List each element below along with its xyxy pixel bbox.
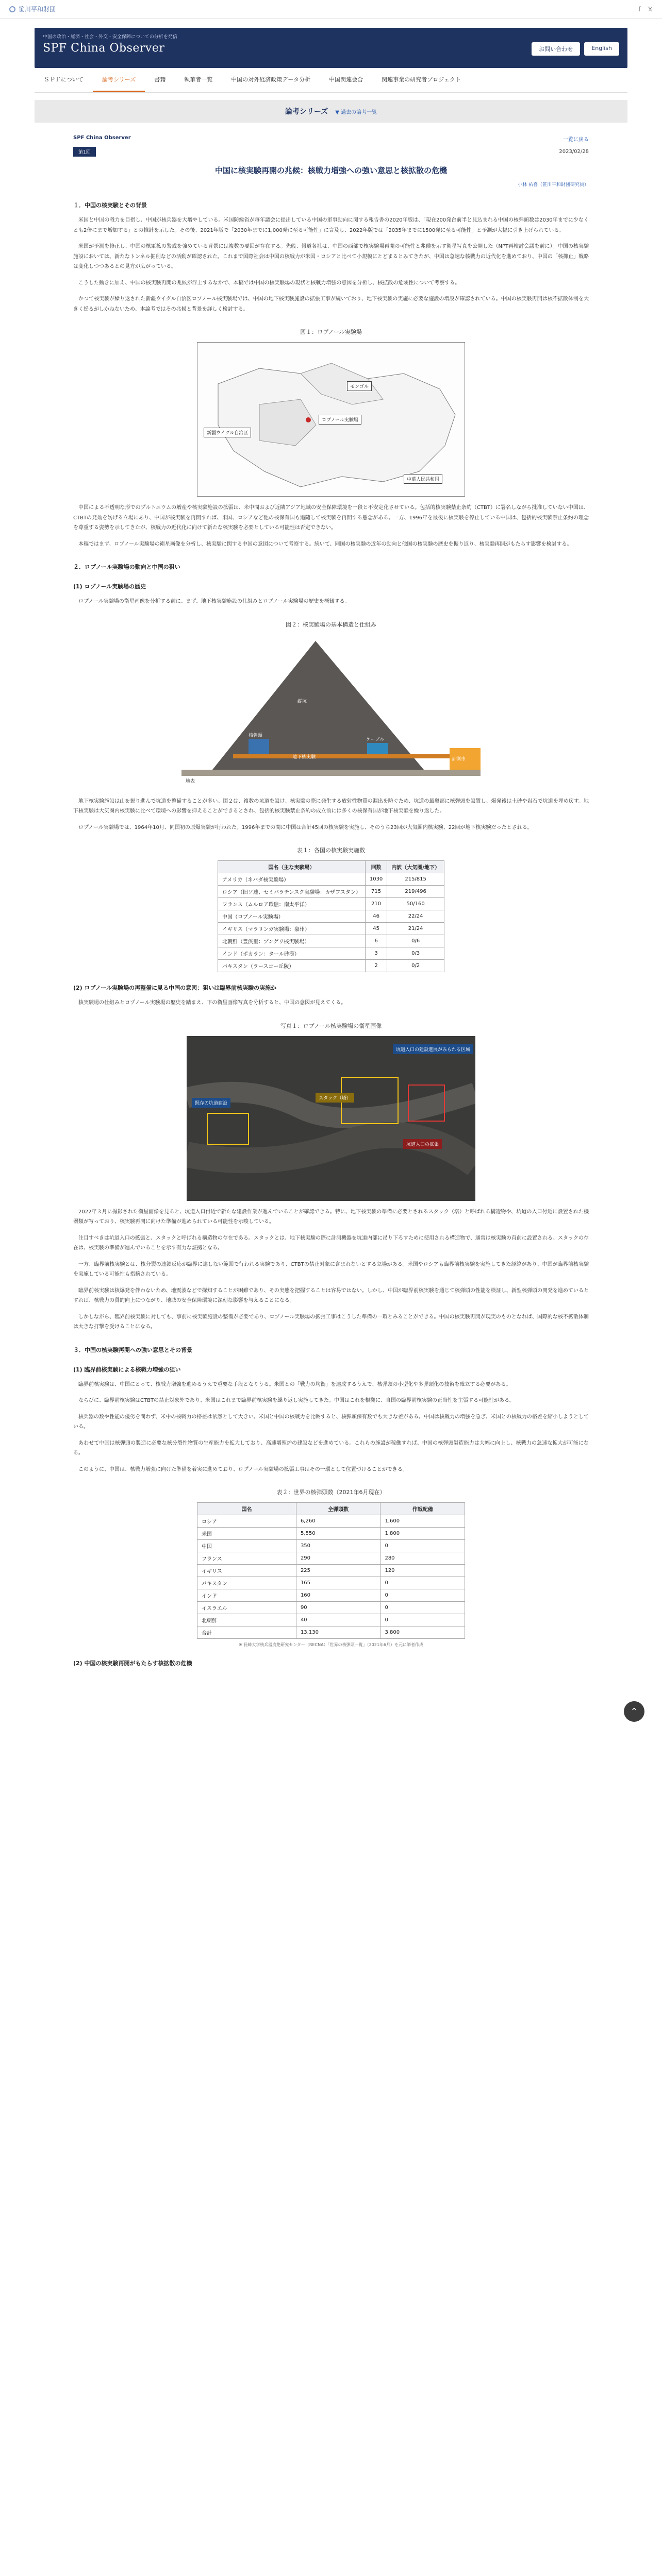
chevron-up-icon: ⌃ [630,1706,638,1717]
paragraph: かつて核実験が繰り返された新疆ウイグル自治区ロプノール核実験場では、中国の地下核実験施設の拡張工事が続いており、地下核実験の実施に必要な施設の増設が確認されている。中国の核実験再開は核不拡散体制を大きく揺るがしかねないため、本論考ではその兆候と背景を詳しく検討する。 [73,296,589,312]
table-row [197,1552,465,1565]
table-cell: 13,130 [296,1626,380,1639]
table-cell: 21/24 [387,923,444,935]
table-row [218,910,444,923]
paragraph: 地下核実験施設は山を掘り進んで坑道を整備することが多い。図２は、複数の坑道を設け、核実験の際に発生する放射性物質の漏出を防ぐため、坑道の最奥部に核弾頭を設置し、爆発後は土砂や岩石で坑道を埋め戻す。地下核実験は大気圏内核実験に比べて環境への影響を抑えることができるとされ、包括的核実験禁止条約の成立前には多くの核保有国が地下核実験を繰り返した。 [73,798,589,814]
table-cell: 中国（ロプノール実験場） [218,910,366,923]
nav-item-meetings[interactable]: 中国関連会合 [329,76,363,83]
table-cell: 米国 [197,1528,296,1540]
paragraph: 臨界前核実験は、中国にとって、核戦力増強を進めるうえで重要な手段となりうる。米国との「戦力の均衡」を達成するうえで、核弾頭の小型化や多弾頭化の技術を確立する必要がある。 [78,1381,511,1387]
logo-mark-icon [9,6,15,12]
paragraph: 米国と中国の戦力を目指し、中国が核兵器を大増やしている。米国防総省が毎年議会に提出している中国の軍事動向に関する報告書の2020年版は、「現在200発台前半と見込まれる中国の核弾頭数は2030年までに少なくとも2倍にまで増加する」との推計を示した。その後、2021年版で「2030年までに1,000発に至る可能性」に言及し、2022年版では「2035年までに1500発に至る可能性」と予測が大幅に引き上げられている。 [73,217,589,233]
paragraph: 臨界前核実験は核爆発を伴わないため、地震波などで探知することが困難であり、その実態を把握することは容易ではない。しかし、中国が臨界前核実験を通じて核弾頭の性能を検証し、新型核弾頭の開発を進めているとすれば、核戦力の質的向上につながり、地域の安全保障環境に深刻な影響を与えることになる。 [73,1287,589,1303]
table-cell: 1030 [365,873,387,886]
diagram-label-cable: ケーブル [366,737,385,742]
section-heading: １．中国の核実験とその背景 [73,202,147,209]
table-cell: 160 [296,1589,380,1602]
table-cell: 0/2 [387,960,444,972]
photo-label-c: 既存の坑道建設 [192,1098,230,1108]
table-cell: 50/160 [387,898,444,910]
table-cell: 6,260 [296,1515,380,1528]
article [73,147,589,1667]
diagram-label-shaft: 縦坑 [297,699,307,704]
table-row [218,960,444,972]
table-cell: フランス [197,1552,296,1565]
article-title: 中国に核実験再開の兆候：核戦力増強への強い意思と核拡散の危機 [214,166,447,175]
logo-text: 笹川平和財団 [19,6,56,13]
subsection-heading: (2) ロプノール実験場の再整備に見る中国の意図：狙いは臨界前核実験の実施か [73,985,277,991]
table-cell: 215/815 [387,873,444,886]
nav-item-about[interactable]: ＳＰＦについて [44,76,84,83]
figure-caption: 図２：核実験場の基本構造と仕組み [286,621,376,628]
paragraph: このように、中国は、核戦力増強に向けた準備を着実に進めており、ロプノール実験場の拡張工事はその一環として位置づけることができる。 [78,1466,408,1472]
table-header: 内訳（大気圏/地下） [387,861,444,873]
global-nav [35,68,627,93]
table-cell: フランス（ムルロア環礁：南太平洋） [218,898,366,910]
map-label-mongolia: モンゴル [347,381,372,391]
paragraph: 注目すべきは坑道入口の拡張と、スタックと呼ばれる構造物の存在である。スタックとは、地下核実験の際に計測機器を坑道内部に吊り下ろすために使用される構造物で、通常は核実験の直前に設置される。スタックの存在は、核実験の準備が進んでいることを示す有力な証拠となる。 [73,1235,589,1251]
table-row [197,1602,465,1614]
paragraph: 2022年３月に撮影された衛星画像を見ると、坑道入口付近で新たな建設作業が進んでいることが確認できる。特に、地下核実験の準備に必要とされるスタック（塔）と呼ばれる構造物や、坑道の入口付近に設置された機器類が写っており、核実験再開に向けた準備が進められている可能性を示唆している。 [73,1209,589,1225]
table-note: ※ 長崎大学核兵器廃絶研究センター（RECNA）「世界の核弾頭一覧」（2021年6月）を元に筆者作成 [238,1642,424,1647]
table-cell: 0 [380,1577,465,1589]
nav-item-series[interactable]: 論考シリーズ [93,68,145,92]
table-cell: インド（ポカラン：タール砂漠） [218,947,366,960]
photo-label-a: 坑道入口の建設進展がみられる区域 [393,1044,473,1054]
table-row [218,886,444,898]
nav-item-books[interactable]: 書籍 [154,76,166,83]
table-row [197,1577,465,1589]
section-heading: ３．中国の核実験再開への強い意思とその背景 [73,1346,192,1353]
table-cell: 北朝鮮（豊渓里：プンゲリ核実験場） [218,935,366,947]
table-cell: イギリス [197,1565,296,1577]
table-cell: 120 [380,1565,465,1577]
test-site-diagram [181,636,481,790]
table-cell: ロシア [197,1515,296,1528]
map-label-china: 中華人民共和国 [404,474,442,484]
lopnur-marker-icon [306,417,311,422]
subsection-heading: (1) ロプノール実験場の歴史 [73,583,146,590]
table-cell: 1,600 [380,1515,465,1528]
table-cell: イスラエル [197,1602,296,1614]
article-date: 2023/02/28 [559,149,589,155]
table-header: 回数 [365,861,387,873]
article-author[interactable]: 小林 祐喜（笹川平和財団研究員） [518,182,589,188]
table-cell: 22/24 [387,910,444,923]
paragraph: ロプノール実験場では、1964年10月、同国初の原爆実験が行われた。1996年までの間に中国は合計45回の核実験を実施し、そのうち23回が大気圏内核実験、22回が地下核実験だったとされる。 [78,824,533,831]
table-cell: 中国 [197,1540,296,1552]
site-logo[interactable] [9,5,56,13]
table-cell: 350 [296,1540,380,1552]
table-row [197,1515,465,1528]
diagram-label-surface: 地表 [186,778,195,784]
table-cell: 0 [380,1540,465,1552]
ground-band [181,770,481,776]
paragraph: 核実験場の仕組みとロプノール実験場の歴史を踏まえ、下の衛星画像写真を分析すると、中国の意図が見えてくる。 [78,1000,346,1006]
section-heading: ２．ロプノール実験場の動向と中国の狙い [73,564,180,570]
lopnur-map [197,342,465,497]
top-bar [0,0,662,19]
paragraph: ロプノール実験場の衛星画像を分析する前に、まず、地下核実験施設の仕組みとロプノール実験場の歴史を概観する。 [78,599,350,604]
cable-box [367,743,388,754]
table-header: 国名 [197,1503,296,1515]
table-row [197,1540,465,1552]
table-row [197,1626,465,1639]
site-tagline: 中国の政治・経済・社会・外交・安全保障についての分析を発信 [43,35,177,40]
diagram-label-device: 核弾頭 [249,733,263,738]
table-row [197,1589,465,1602]
paragraph: 米国が予測を修正し、中国の核軍拡の警戒を強めている背景には複数の要因が存在する。先般、報道各社は、中国の西部で核実験場再開の可能性と兆候を示す衛星写真を公開した（NPT再検討会議を前に）。中国の核実験施設においては、新たなトンネル掘削などの活動が確認された。これまで国際社会は中国の核戦力が米国・ロシアと比べて小規模にとどまるとみてきたが、中国は急速な核戦力の近代化を進めており、中国の「核抑止」戦略は変化しつつあるとの見方が広がっている。 [73,244,589,269]
satellite-photo [187,1036,475,1201]
site-name[interactable]: SPF China Observer [43,42,165,55]
subsection-heading: (2) 中国の核実験再開がもたらす核拡散の危機 [73,1660,192,1667]
table-cell: 90 [296,1602,380,1614]
table-row [218,935,444,947]
mountain-shape [212,641,424,770]
table-row [218,873,444,886]
tunnel-bar [233,754,455,758]
facebook-icon[interactable]: f [638,5,641,13]
table-cell: 46 [365,910,387,923]
table-cell: 1,800 [380,1528,465,1540]
table-row [218,898,444,910]
map-label-xinjiang: 新疆ウイグル自治区 [204,428,251,437]
table-row [218,947,444,960]
table-header: 作戦配備 [380,1503,465,1515]
scroll-to-top-button[interactable] [624,1701,644,1722]
paragraph: 一方、臨界前核実験とは、核分裂の連鎖反応が臨界に達しない範囲で行われる実験であり、CTBTの禁止対象に含まれないとする立場がある。米国やロシアも臨界前核実験を実施してきた経緯があり、中国が臨界前核実験を実施している可能性も指摘されている。 [73,1261,589,1277]
table-cell: 715 [365,886,387,898]
table-row [197,1528,465,1540]
table-caption: 表１：各国の核実験実施数 [297,847,365,854]
table-cell: 210 [365,898,387,910]
site-header [35,28,627,68]
contact-button[interactable]: お問い合わせ [532,42,580,56]
nuclear-tests-table [218,860,444,972]
table-row [218,923,444,935]
table-caption: 表２：世界の核弾頭数（2021年6月現在） [276,1489,386,1496]
table-cell: イギリス（マラリンガ実験場：豪州） [218,923,366,935]
table-cell: 40 [296,1614,380,1626]
table-cell: 225 [296,1565,380,1577]
diagram-label-tunnel: 地下核実験 [292,754,316,760]
table-cell: パキスタン（ラースコー丘陵） [218,960,366,972]
table-cell: 3,800 [380,1626,465,1639]
twitter-icon[interactable]: 𝕏 [648,5,653,13]
table-cell: 6 [365,935,387,947]
category-label: SPF China Observer [73,135,131,141]
table-header: 全弾頭数 [296,1503,380,1515]
table-cell: 45 [365,923,387,935]
series-bar [35,100,627,123]
table-cell: 0 [380,1589,465,1602]
pyramid-diagram [181,636,481,790]
table-cell: インド [197,1589,296,1602]
table-cell: 0 [380,1614,465,1626]
paragraph: こうした動きに加え、中国の核実験再開の兆候が浮上するなかで、本稿では中国の核実験場の現状と核戦力増強の意図を分析し、核拡散の危険性について考察する。 [78,280,460,286]
english-button[interactable]: English [584,42,619,56]
device-box [249,739,269,754]
map-label-lopnur: ロプノール実験場 [319,415,361,425]
warheads-table [197,1502,465,1639]
table-cell: 2 [365,960,387,972]
nav-item-data[interactable]: 中国の対外経済政策データ分析 [231,76,311,83]
paragraph: あわせて中国は核弾頭の製造に必要な核分裂性物質の生産能力を拡大しており、高速増殖炉の建設などを進めている。これらの施設が稼働すれば、中国の核弾頭製造能力は大幅に向上し、核戦力の急速な拡大が可能になる。 [73,1440,589,1456]
table-cell: 165 [296,1577,380,1589]
subsection-heading: (1) 臨界前核実験による核戦力増強の狙い [73,1366,181,1373]
figure-caption: 図１：ロプノール実験場 [300,329,362,335]
diagram-label-vehicle: 計測車 [452,756,466,762]
series-title: 論考シリーズ [285,108,328,116]
article-number-badge: 第1回 [73,147,96,157]
paragraph: 核兵器の数や性能の優劣を問わず、米中の核戦力の格差は依然として大きい。米国と中国の核戦力を比較すると、核弾頭保有数でも大きな差がある。中国は核戦力の増強を急ぎ、米国との核戦力の格差を縮小しようとしている。 [73,1414,589,1430]
paragraph: しかしながら、臨界前核実験に対しても、事前に核実験施設の整備が必要であり、ロプノール実験場の拡張工事はこうした準備の一環とみることができる。中国の核実験再開が現実のものとなれば、国際的な核不拡散体制は大きな打撃を受けることになる。 [73,1314,589,1330]
nav-item-projects[interactable]: 関連事業の研究者プロジェクト [382,76,461,83]
table-cell: 290 [296,1552,380,1565]
past-articles-link[interactable]: ▼ 過去の論考一覧 [335,109,377,115]
satellite-texture [187,1036,475,1201]
table-cell: 5,550 [296,1528,380,1540]
nav-item-authors[interactable]: 執筆者一覧 [184,76,213,83]
table-row [197,1565,465,1577]
table-cell: 北朝鮮 [197,1614,296,1626]
back-to-list-link[interactable]: 一覧に戻る [563,137,589,143]
social-links [638,6,653,13]
table-cell: 0/3 [387,947,444,960]
paragraph: 本稿ではまず、ロプノール実験場の衛星画像を分析し、核実験に関する中国の意図について考察する。続いて、同国の核実験の近年の動向と他国の核実験の歴史を振り返り、核実験再開がもたらす影響を検討する。 [78,541,572,547]
table-cell: 合計 [197,1626,296,1639]
paragraph: 中国による不透明な形でのプルトニウムの増産や核実験施設の拡張は、米中間および近隣アジア地域の安全保障環境を一段と不安定化させている。包括的核実験禁止条約（CTBT）に署名しながら批准していない中国は、CTBTの発効を妨げる立場にあり、中国が核実験を再開すれば、米国、ロシアなど他の核保有国も追随して核実験を再開する懸念がある。一方、1996年を最後に核実験を停止している中国は、包括的核実験禁止条約の理念を尊重する姿勢を示してきたが、核戦力の近代化に向けて新たな核実験を必要としている可能性は否定できない。 [73,505,589,531]
table-header: 国名（主な実験場） [218,861,366,873]
photo-label-b: スタック（塔） [316,1093,354,1103]
breadcrumb [73,135,589,143]
table-cell: パキスタン [197,1577,296,1589]
paragraph: ならびに、臨界前核実験はCTBTの禁止対象外であり、米国はこれまで臨界前核実験を繰り返し実施してきた。中国はこれを根拠に、自国の臨界前核実験の正当性を主張する可能性がある。 [78,1398,515,1403]
figure-caption: 写真１：ロプノール核実験場の衛星画像 [280,1022,382,1029]
table-cell: 219/496 [387,886,444,898]
table-cell: 280 [380,1552,465,1565]
table-cell: ロシア（旧ソ連、セミパラチンスク実験場：カザフスタン） [218,886,366,898]
table-cell: 0/6 [387,935,444,947]
table-cell: 3 [365,947,387,960]
table-row [197,1614,465,1626]
photo-label-d: 坑道入口の拡張 [403,1139,442,1149]
table-cell: 0 [380,1602,465,1614]
table-cell: アメリカ（ネバダ核実験場） [218,873,366,886]
